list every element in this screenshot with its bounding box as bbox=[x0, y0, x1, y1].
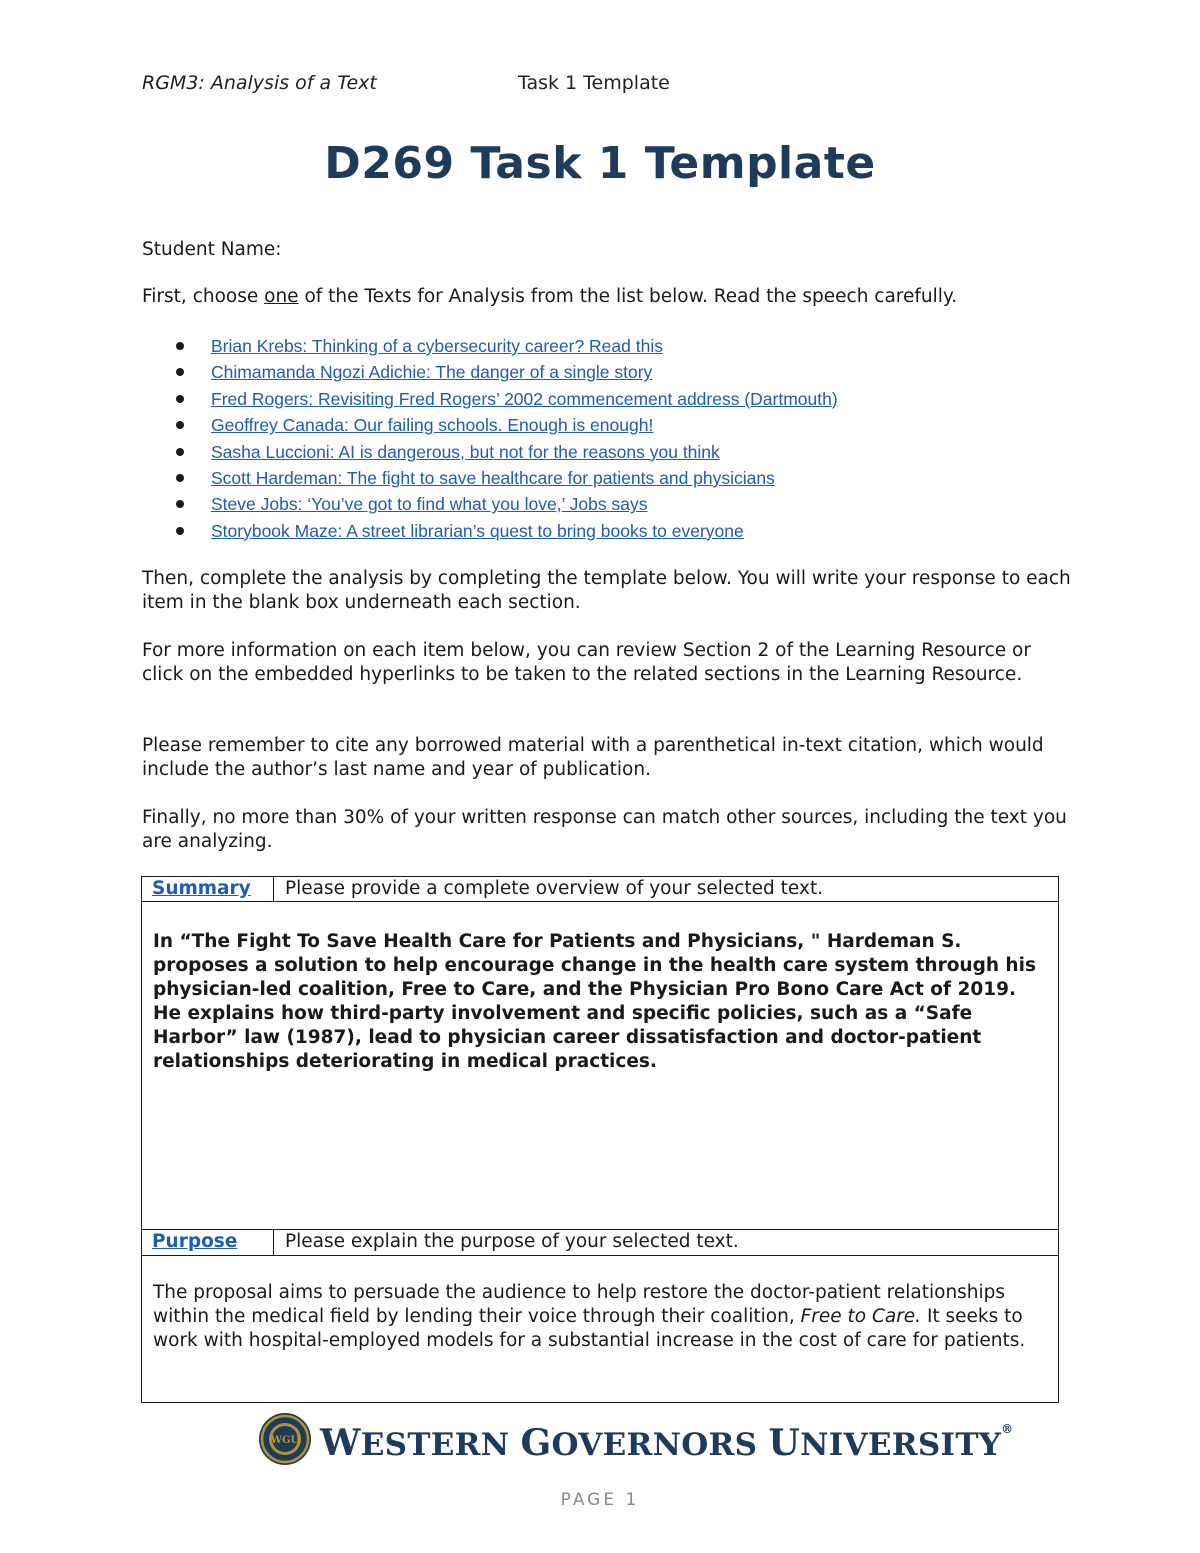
instructions-then: Then, complete the analysis by completing the template below. You will write your response to each item in the blank box underneath each section. bbox=[142, 568, 1071, 613]
intro-underlined-word: one bbox=[264, 286, 299, 307]
header-course-title: RGM3: Analysis of a Text bbox=[142, 72, 377, 94]
summary-link[interactable]: Summary bbox=[142, 877, 274, 901]
instructions-more-info: For more information on each item below, you can review Section 2 of the Learning Resource or click on the embedded hyperlinks to be taken to the related sections in the Learning Resource. bbox=[142, 640, 1031, 685]
wgu-logo bbox=[258, 1412, 1014, 1468]
text-link-jobs[interactable]: Steve Jobs: ‘You’ve got to find what you love,’ Jobs says bbox=[211, 494, 648, 515]
intro-after: of the Texts for Analysis from the list below. Read the speech carefully. bbox=[298, 286, 958, 307]
bullet-icon bbox=[176, 527, 184, 535]
intro-before: First, choose bbox=[142, 286, 265, 307]
text-link-rogers[interactable]: Fred Rogers: Revisiting Fred Rogers’ 2002 commencement address (Dartmouth) bbox=[211, 388, 838, 409]
page-number: PAGE 1 bbox=[560, 1490, 640, 1510]
text-link-hardeman[interactable]: Scott Hardeman: The fight to save healthcare for patients and physicians bbox=[211, 467, 775, 488]
bullet-icon bbox=[176, 500, 184, 508]
purpose-link[interactable]: Purpose bbox=[142, 1230, 274, 1255]
summary-prompt: Please provide a complete overview of your selected text. bbox=[285, 878, 824, 899]
bullet-icon bbox=[176, 368, 184, 376]
text-link-krebs[interactable]: Brian Krebs: Thinking of a cybersecurity career? Read this bbox=[211, 336, 663, 356]
text-link-canada[interactable]: Geoffrey Canada: Our failing schools. Enough is enough! bbox=[211, 415, 654, 436]
instructions-finally: Finally, no more than 30% of your written response can match other sources, including the text you are analyzing. bbox=[142, 807, 1067, 852]
university-name: WESTERN GOVERNORS UNIVERSITY® bbox=[320, 1422, 1014, 1464]
seal-initials: WGU bbox=[270, 1435, 300, 1446]
header-document-name: Task 1 Template bbox=[518, 72, 670, 94]
page-title: D269 Task 1 Template bbox=[324, 138, 876, 189]
purpose-response-before: The proposal aims to persuade the audience to help restore the doctor-patient relationships within the medical field by lending their voice through their coalition, bbox=[153, 1282, 1006, 1327]
purpose-response-after: It seeks to work with hospital-employed models for a substantial increase in the cost of care for patients. bbox=[153, 1306, 1026, 1351]
instructions-remember: Please remember to cite any borrowed material with a parenthetical in-text citation, which would include the author’s last name and year of publication. bbox=[142, 735, 1044, 780]
university-seal-icon bbox=[258, 1412, 312, 1466]
bullet-icon bbox=[176, 474, 184, 482]
purpose-response[interactable] bbox=[153, 1281, 1048, 1353]
purpose-prompt: Please explain the purpose of your selected text. bbox=[285, 1231, 739, 1252]
text-link-adichie[interactable]: Chimamanda Ngozi Adichie: The danger of a single story bbox=[211, 362, 653, 383]
bullet-icon bbox=[176, 421, 184, 429]
analysis-table bbox=[141, 876, 1059, 1403]
purpose-response-italic: Free to Care. bbox=[800, 1306, 922, 1327]
bullet-icon bbox=[176, 395, 184, 403]
student-name-label: Student Name: bbox=[142, 239, 282, 260]
purpose-header-row bbox=[142, 1229, 1058, 1256]
text-link-luccioni[interactable]: Sasha Luccioni: AI is dangerous, but not for the reasons you think bbox=[211, 441, 720, 462]
text-link-storybook-maze[interactable]: Storybook Maze: A street librarian’s quest to bring books to everyone bbox=[211, 520, 744, 541]
bullet-icon bbox=[176, 448, 184, 456]
bullet-icon bbox=[176, 342, 184, 350]
summary-response[interactable]: In “The Fight To Save Health Care for Patients and Physicians, " Hardeman S. proposes a solution to help encourage change in the health care system through his physician-led coalition, Free to Care, and the Physician Pro Bono Care Act of 2019. He explains how third-party involvement and specific policies, such as a “Safe Harbor” law (1987), lead to physician career dissatisfaction and doctor-patient relationships deteriorating in medical practices. bbox=[153, 931, 1036, 1072]
intro-paragraph bbox=[142, 285, 1072, 309]
summary-header-row bbox=[142, 877, 1058, 902]
